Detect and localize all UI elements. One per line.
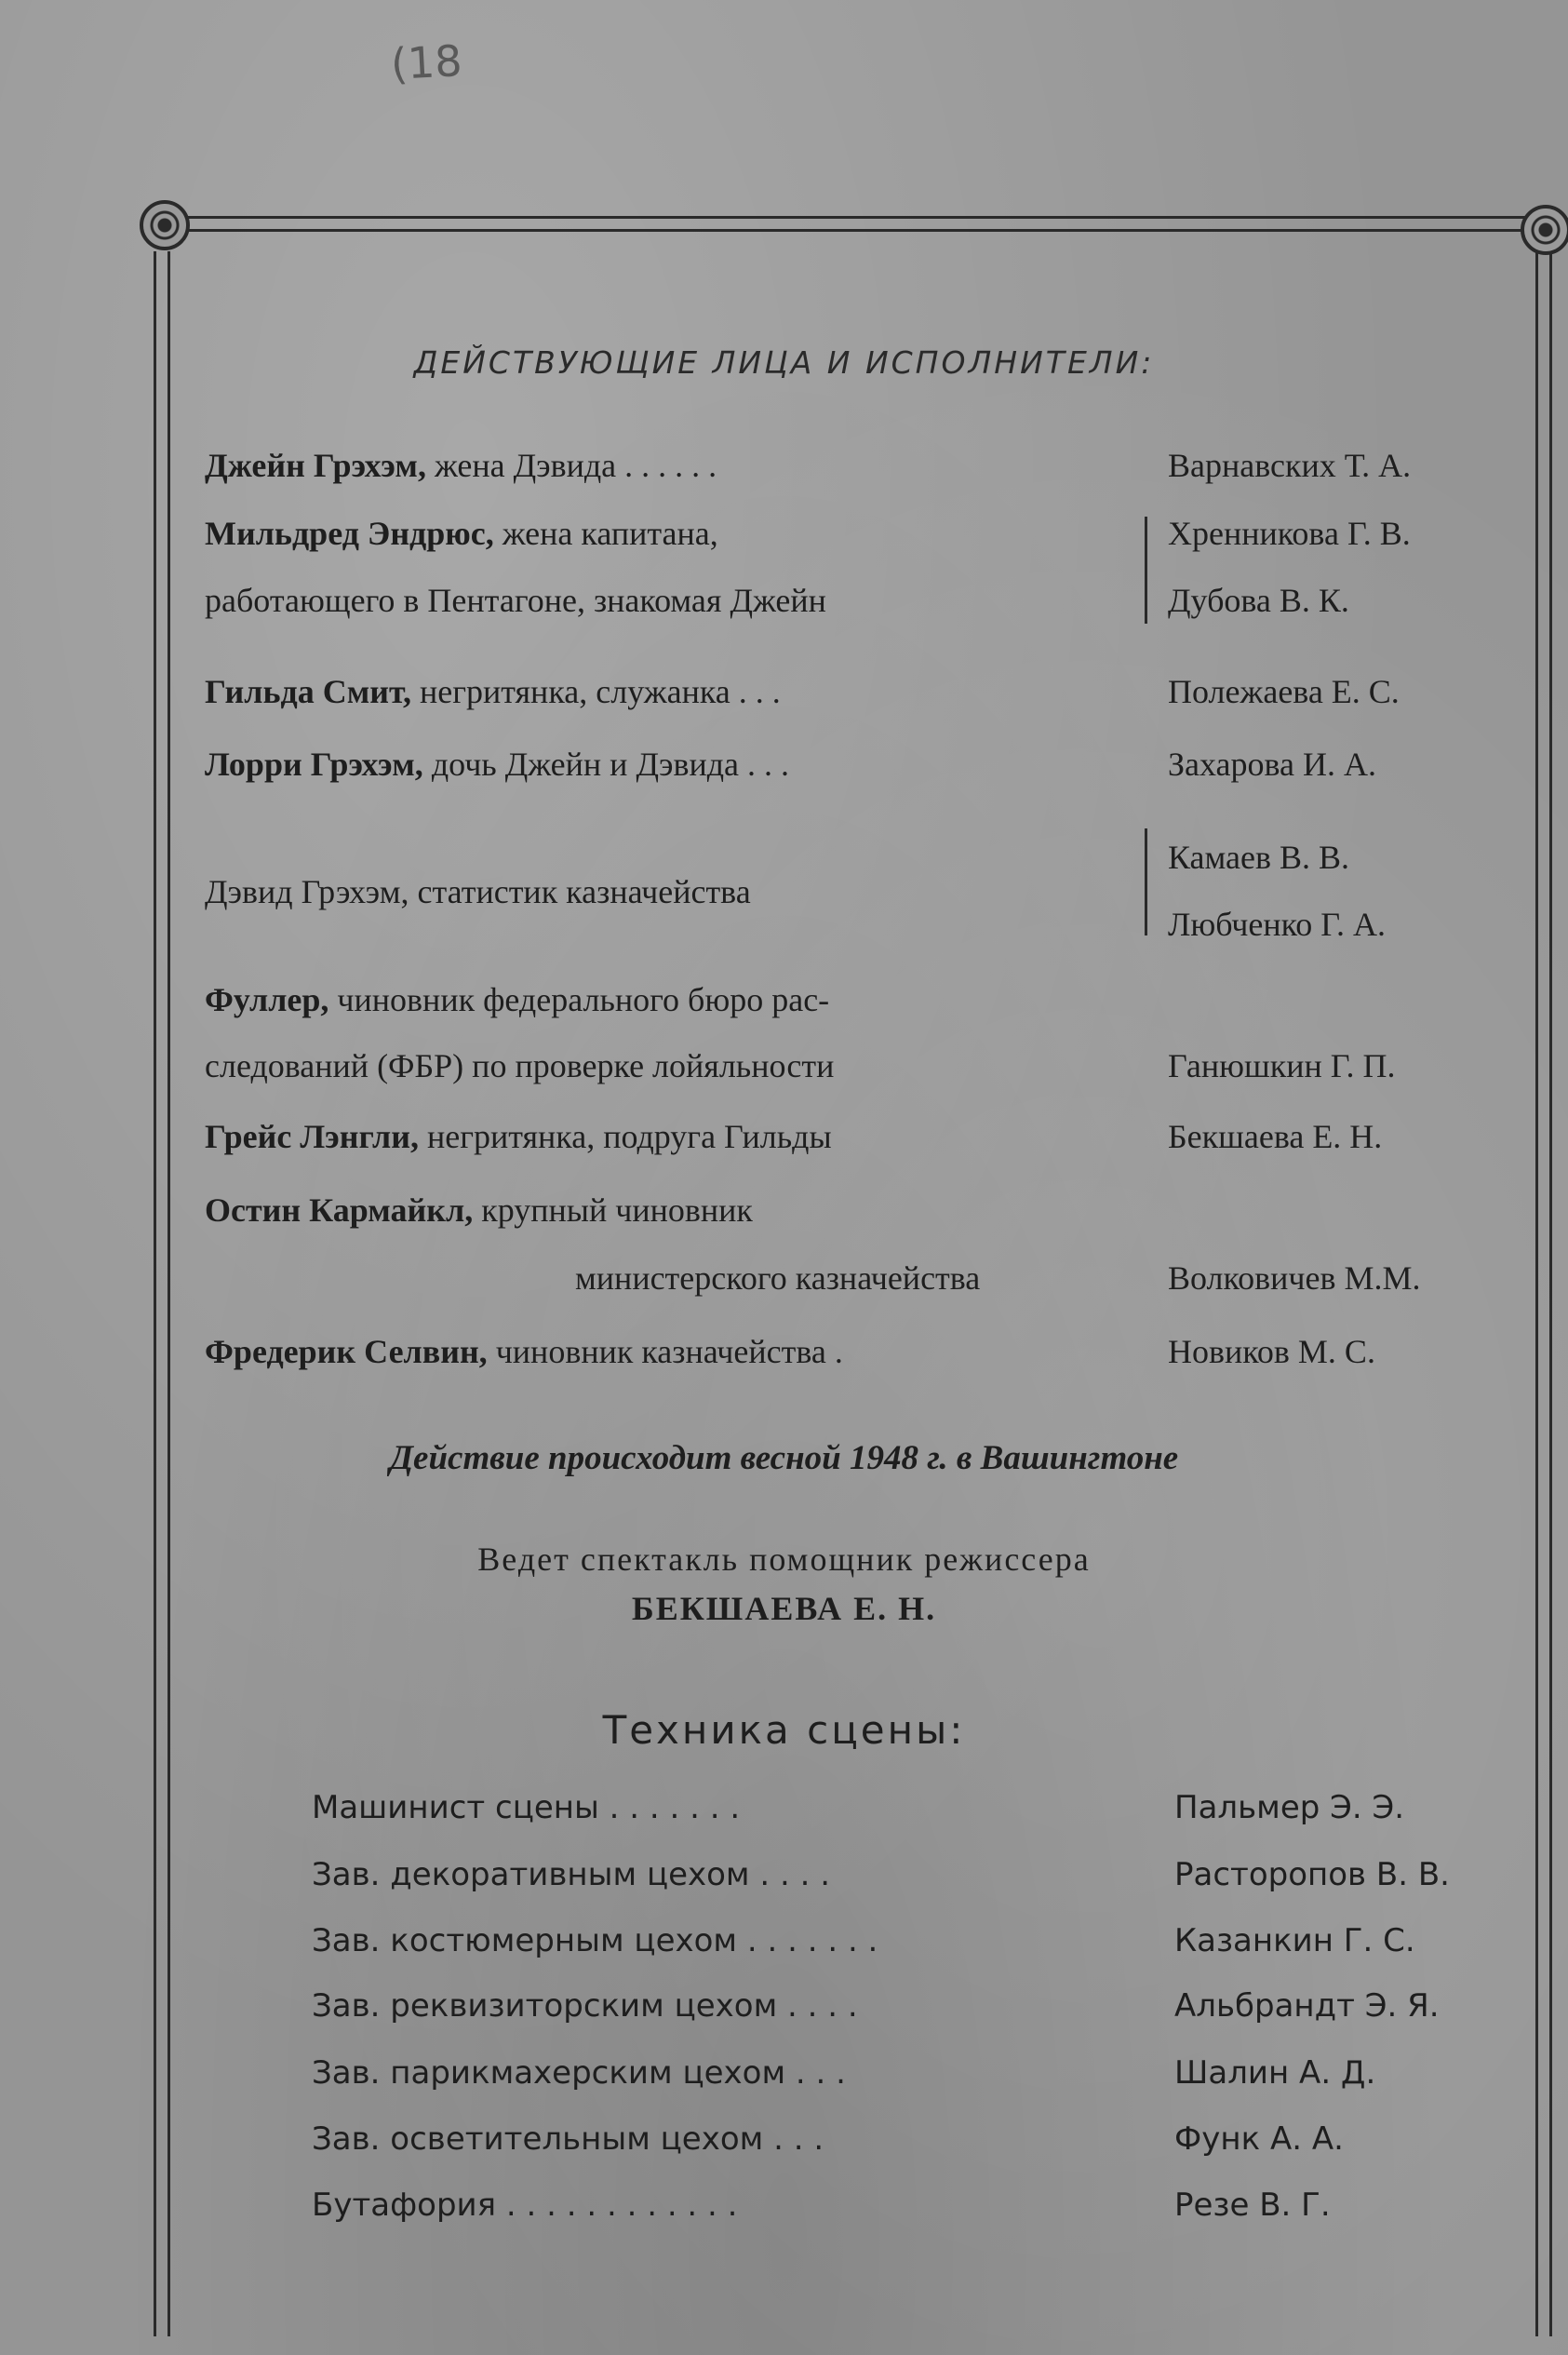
cast-actor-8: Волковичев М.М. [1168,1259,1421,1297]
tech-name-1: Пальмер Э. Э. [1174,1789,1405,1826]
cast-actor-2b: Дубова В. К. [1168,582,1349,619]
cast-actor-3: Полежаева Е. С. [1168,673,1400,710]
cast-role-5: Дэвид Грэхэм, статистик казначейства [205,873,751,910]
cast-actor-5b: Любченко Г. А. [1168,906,1387,943]
cast-actor-4: Захарова И. А. [1168,746,1377,783]
cast-role-6-line2: следований (ФБР) по проверке лойяльности [205,1047,835,1084]
tech-label-5: Зав. парикмахерским цехом . . . [312,2054,846,2092]
rosette-ornament-icon [140,200,190,250]
cast-role-1: Джейн Грэхэм, жена Дэвида . . . . . . [205,447,717,484]
tech-name-7: Резе В. Г. [1174,2187,1331,2224]
cast-actor-7: Бекшаева Е. Н. [1168,1118,1383,1155]
tech-heading: Техника сцены: [602,1707,966,1753]
cast-role-4: Лорри Грэхэм, дочь Джейн и Дэвида . . . [205,746,790,783]
rosette-ornament-icon [1521,205,1568,255]
tech-name-4: Альбрандт Э. Я. [1174,1987,1440,2025]
bracket-divider [1145,517,1147,624]
stage-manager-name: БЕКШАЕВА Е. Н. [631,1590,937,1627]
bracket-divider [1145,828,1147,935]
cast-heading: ДЕЙСТВУЮЩИЕ ЛИЦА И ИСПОЛНИТЕЛИ: [413,344,1155,381]
cast-role-6: Фуллер, чиновник федерального бюро рас- [205,981,830,1018]
cast-actor-2a: Хренникова Г. В. [1168,515,1411,552]
setting-line: Действие происходит весной 1948 г. в Вашингтоне [389,1439,1179,1477]
tech-name-6: Функ А. А. [1174,2120,1344,2158]
tech-label-1: Машинист сцены . . . . . . . [312,1789,741,1826]
tech-label-3: Зав. костюмерным цехом . . . . . . . [312,1922,878,1959]
frame-top-rule-inner [181,229,1526,232]
cast-role-3: Гильда Смит, негритянка, служанка . . . [205,673,781,710]
cast-role-2-line2: работающего в Пентагоне, знакомая Джейн [205,582,826,619]
cast-actor-6: Ганюшкин Г. П. [1168,1047,1396,1084]
cast-actor-9: Новиков М. С. [1168,1333,1375,1370]
cast-role-2: Мильдред Эндрюс, жена капитана, [205,515,718,552]
frame-left-rule [154,251,156,2336]
frame-right-rule [1549,251,1552,2336]
cast-role-8-line2: министерского казначейства [575,1259,981,1297]
cast-role-7: Грейс Лэнгли, негритянка, подруга Гильды [205,1118,832,1155]
cast-role-8: Остин Кармайкл, крупный чиновник [205,1191,753,1229]
tech-name-2: Расторопов В. В. [1174,1856,1450,1893]
stage-manager-line: Ведет спектакль помощник режиссера [477,1541,1091,1578]
handwritten-note: (18 [389,35,463,89]
tech-label-7: Бутафория . . . . . . . . . . . . [312,2187,738,2224]
frame-top-rule [181,216,1526,219]
cast-role-9: Фредерик Селвин, чиновник казначейства . [205,1333,843,1370]
tech-label-2: Зав. декоративным цехом . . . . [312,1856,831,1893]
tech-label-4: Зав. реквизиторским цехом . . . . [312,1987,858,2025]
cast-actor-1: Варнавских Т. А. [1168,447,1412,484]
tech-name-5: Шалин А. Д. [1174,2054,1376,2092]
tech-name-3: Казанкин Г. С. [1174,1922,1415,1959]
frame-right-rule-inner [1535,251,1538,2336]
tech-label-6: Зав. осветительным цехом . . . [312,2120,824,2158]
frame-left-rule-inner [168,251,170,2336]
cast-actor-5a: Камаев В. В. [1168,839,1350,876]
